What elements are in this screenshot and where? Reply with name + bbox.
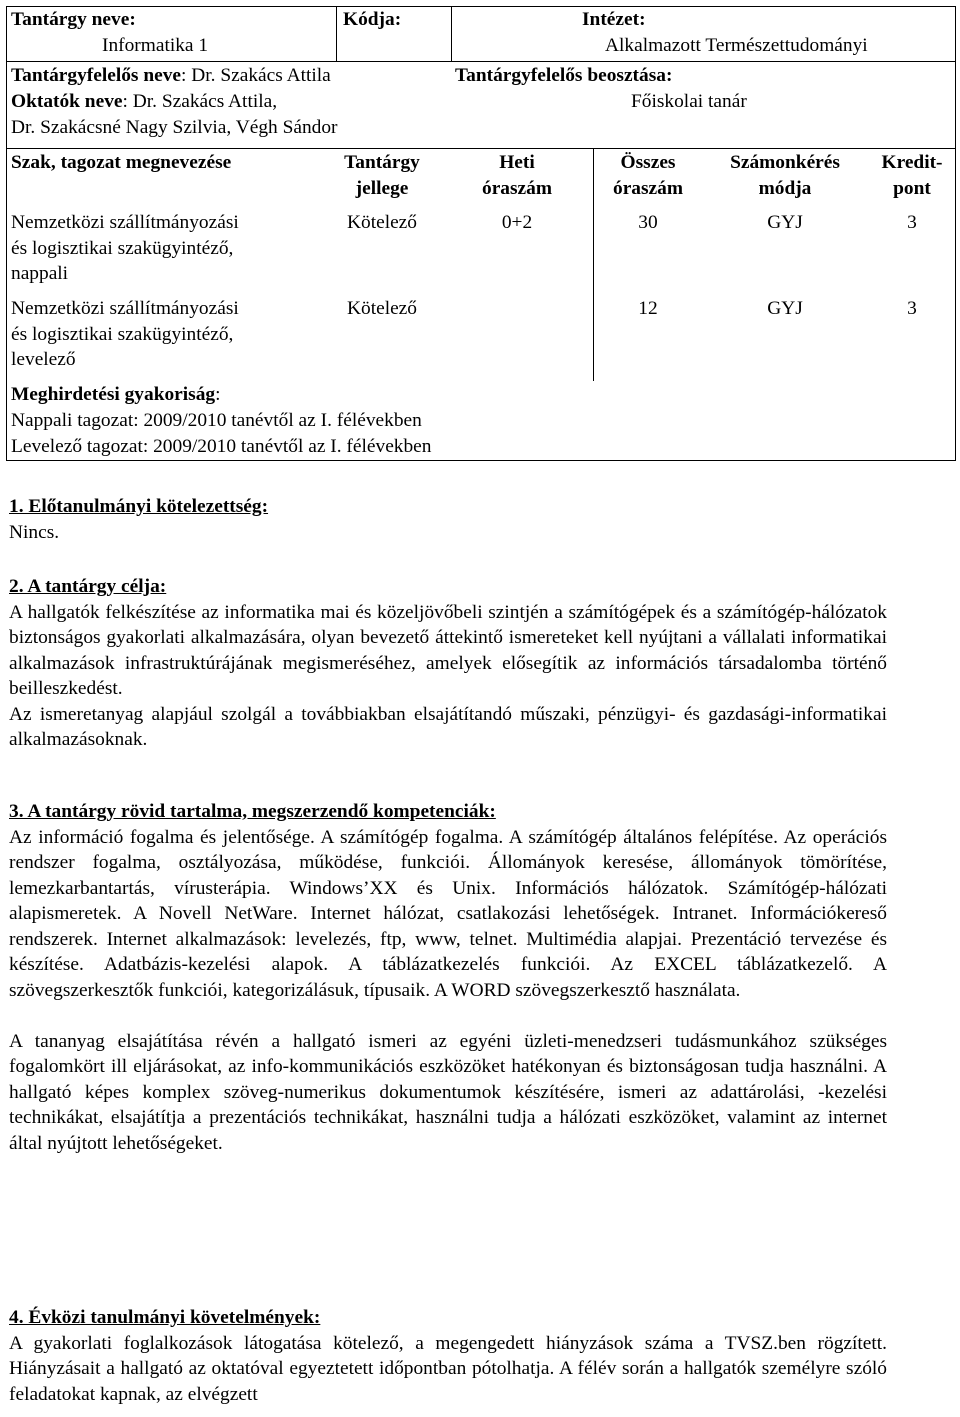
section-title: 1. Előtanulmányi kötelezettség: xyxy=(9,496,269,517)
column-total-line1: Összes xyxy=(620,152,676,173)
row-total-hours: 30 xyxy=(638,212,658,233)
frequency-colon: : xyxy=(215,384,221,405)
institute-label: Intézet: xyxy=(582,9,646,30)
table-divider xyxy=(7,61,955,62)
instructors-line xyxy=(11,89,277,115)
code-label: Kódja: xyxy=(343,9,402,30)
table-row-program xyxy=(11,210,239,287)
responsible-name: : Dr. Szakács Attila xyxy=(181,65,331,86)
program-line: nappali xyxy=(11,263,69,284)
section-paragraph: A hallgatók felkészítése az informatika mai és közeljövőbeli szintjén a számítógépek és a számítógép-hálózatok biztonságos gyakorlati alkalmazására, olyan bevezető áttekintő ismereteket kell nyújtani a vállalati informatikai alkalmazások infrastruktúrájának megismeréséhez, amelyek elősegítik az információs társadalomba történő beilleszkedést. xyxy=(9,601,887,699)
column-exam-line1: Számonkérés xyxy=(730,152,840,173)
table-row-program xyxy=(11,296,239,373)
section-paragraph: Az információ fogalma és jelentősége. A számítógép fogalma. A számítógép általános felépítése. Az operációs rendszer fogalma, osztályozása, működése, funkciói. Állományok keresése, állományok tömörítése, lemezkarbantartás, vírusterápia. Windows’XX és Unix. Információs hálózatok. Számítógép-hálózati alapismeretek. A Novell NetWare. Internet hálózat, csatlakozási lehetőségek. Intranet. Információkereső rendszerek. Internet alkalmazások: levelezés, ftp, www, telnet. Multimédia alapjai. Prezentáció tervezése és készítése. Adatbázis-kezelési alapok. A táblázatkezelés funkciói. Az EXCEL táblázatkezelő. A szövegszerkesztők funkciói, kategorizálásuk, típusaik. A WORD szövegszerkesztő használata. xyxy=(9,826,887,1001)
course-info-table xyxy=(6,6,956,461)
section-course-content xyxy=(9,799,887,1156)
subject-name-label: Tantárgy neve: xyxy=(11,9,136,30)
column-total-line2: óraszám xyxy=(613,177,683,199)
row-credit: 3 xyxy=(907,212,917,233)
column-weekly-line2: óraszám xyxy=(482,177,552,199)
program-line: Nemzetközi szállítmányozási xyxy=(11,298,239,319)
column-credit-line1: Kredit- xyxy=(881,152,943,173)
table-divider xyxy=(336,7,337,61)
row-credit: 3 xyxy=(907,298,917,319)
subject-name: Informatika 1 xyxy=(102,35,209,56)
column-type-line1: Tantárgy xyxy=(344,152,420,173)
program-line: és logisztikai szakügyintéző, xyxy=(11,237,234,259)
row-type: Kötelező xyxy=(347,212,417,233)
responsible-line xyxy=(11,63,331,89)
column-credit xyxy=(869,150,955,201)
section-course-goal xyxy=(9,574,887,753)
section-paragraph: A gyakorlati foglalkozások látogatása kötelező, a megengedett hiányzások száma a TVSZ.ben rögzített. Hiányzásait a hallgató az oktatóval egyeztetett időpontban pótolhatja. A félév során a hallgatók személyre szóló feladatokat kapnak, az elvégzett xyxy=(9,1332,887,1405)
row-total-hours: 12 xyxy=(638,298,658,319)
position-value: Főiskolai tanár xyxy=(631,91,747,112)
program-line: és logisztikai szakügyintéző, xyxy=(11,323,234,345)
section-prerequisites xyxy=(9,494,887,545)
institute-name: Alkalmazott Természettudományi xyxy=(605,35,868,56)
instructors-names-cont: Dr. Szakácsné Nagy Szilvia, Végh Sándor xyxy=(11,117,338,138)
frequency-full-time: Nappali tagozat: 2009/2010 tanévtől az I. félévekben xyxy=(11,410,422,431)
column-type xyxy=(327,150,437,201)
column-credit-line2: pont xyxy=(893,177,931,199)
section-requirements xyxy=(9,1305,887,1407)
responsible-label: Tantárgyfelelős neve xyxy=(11,65,182,86)
table-divider xyxy=(7,148,955,149)
position-label: Tantárgyfelelős beosztása: xyxy=(455,65,673,86)
section-title: 4. Évközi tanulmányi követelmények: xyxy=(9,1307,321,1328)
table-divider xyxy=(451,7,452,61)
frequency-correspondence: Levelező tagozat: 2009/2010 tanévtől az I. félévekben xyxy=(11,436,432,457)
section-text: Nincs. xyxy=(9,521,60,543)
row-exam-type: GYJ xyxy=(767,298,803,319)
row-exam-type: GYJ xyxy=(767,212,803,233)
instructors-label: Oktatók neve xyxy=(11,91,123,112)
column-exam-type xyxy=(713,150,857,201)
row-weekly-hours: 0+2 xyxy=(501,212,533,233)
section-paragraph: A tananyag elsajátítása révén a hallgató ismeri az egyéni üzleti-menedzseri tudásmunkához szükséges fogalomkört ill eljárásokat, az info-kommunikációs eszközöket hatékonyan és biztonságosan tudja használni. A hallgató képes komplex szöveg-numerikus dokumentumok készítésére, ismeri az adattárolási, -kezelési technikákat, elsajátítja a prezentációs technikákat, használni tudja a hálózati eszközöket, valamint az internet által nyújtott lehetőségeket. xyxy=(9,1030,887,1154)
section-paragraph: Az ismeretanyag alapjául szolgál a továbbiakban elsajátítandó műszaki, pénzügyi- és gazdasági-informatikai alkalmazásoknak. xyxy=(9,703,887,750)
column-total-hours xyxy=(593,150,703,201)
section-title: 2. A tantárgy célja: xyxy=(9,576,167,597)
section-title: 3. A tantárgy rövid tartalma, megszerzendő kompetenciák: xyxy=(9,801,496,822)
instructors-names: : Dr. Szakács Attila, xyxy=(122,91,278,112)
frequency-label: Meghirdetési gyakoriság xyxy=(11,384,216,405)
column-program: Szak, tagozat megnevezése xyxy=(11,152,232,173)
column-type-line2: jellege xyxy=(355,177,409,199)
program-line: levelező xyxy=(11,349,76,370)
row-type: Kötelező xyxy=(347,298,417,319)
column-exam-line2: módja xyxy=(758,177,812,199)
frequency-heading xyxy=(11,382,221,408)
program-line: Nemzetközi szállítmányozási xyxy=(11,212,239,233)
column-weekly-line1: Heti xyxy=(499,152,535,173)
column-weekly-hours xyxy=(462,150,572,201)
